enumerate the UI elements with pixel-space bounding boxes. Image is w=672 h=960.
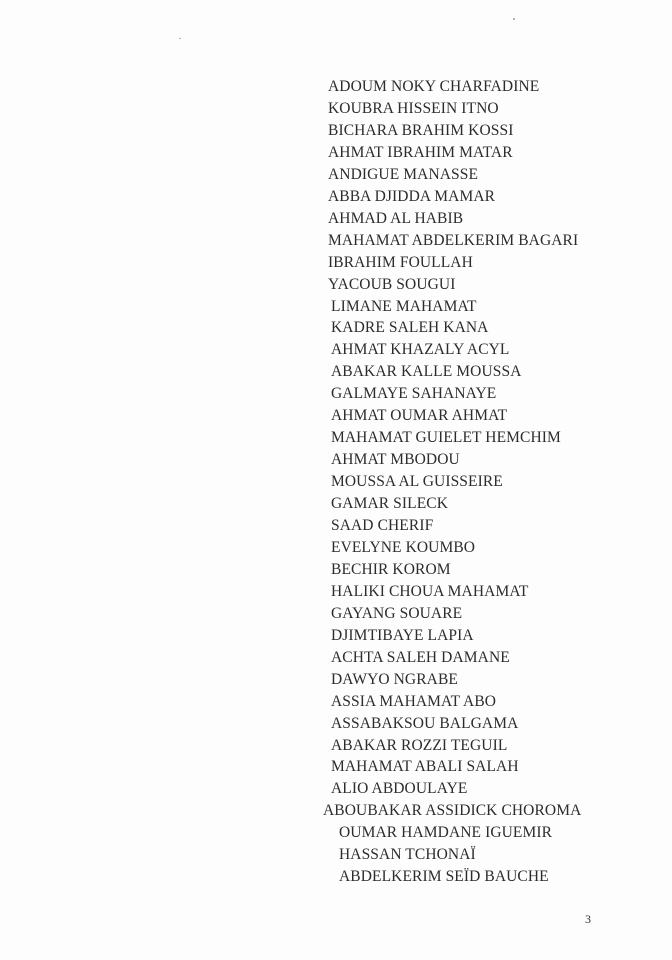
name-entry: GALMAYE SAHANAYE — [331, 385, 497, 403]
name-entry: IBRAHIM FOULLAH — [328, 253, 473, 271]
name-entry: SAAD CHERIF — [331, 517, 434, 534]
name-entry: DJIMTIBAYE LAPIA — [331, 626, 474, 644]
name-entry: ASSABAKSOU BALGAMA — [331, 714, 519, 732]
name-entry: AHMAT MBODOU — [331, 451, 460, 469]
name-entry: AHMAT IBRAHIM MATAR — [328, 143, 513, 161]
name-entry: ABBA DJIDDA MAMAR — [328, 187, 496, 205]
name-entry: ANDIGUE MANASSE — [328, 165, 479, 183]
name-entry: KOUBRA HISSEIN ITNO — [328, 99, 499, 117]
name-entry: ACHTA SALEH DAMANE — [331, 648, 510, 666]
name-entry: BICHARA BRAHIM KOSSI — [328, 121, 514, 139]
name-entry: ASSIA MAHAMAT ABO — [331, 692, 497, 710]
name-entry: ALIO ABDOULAYE — [331, 780, 468, 798]
name-entry: MAHAMAT ABDELKERIM BAGARI — [328, 231, 579, 249]
name-entry: ABOUBAKAR ASSIDICK CHOROMA — [323, 802, 582, 820]
name-entry: MOUSSA AL GUISSEIRE — [331, 473, 503, 491]
name-entry: HALIKI CHOUA MAHAMAT — [331, 582, 529, 600]
name-entry: YACOUB SOUGUI — [328, 275, 456, 293]
page-number: 3 — [585, 912, 591, 926]
name-entry: LIMANE MAHAMAT — [331, 297, 477, 315]
name-entry: ABAKAR ROZZI TEGUIL — [331, 736, 508, 754]
name-entry: KADRE SALEH KANA — [331, 319, 489, 337]
name-entry: OUMAR HAMDANE IGUEMIR — [339, 824, 553, 842]
name-entry: BECHIR KOROM — [331, 560, 451, 578]
name-entry: EVELYNE KOUMBO — [331, 538, 476, 556]
name-entry: GAMAR SILECK — [331, 495, 449, 513]
name-entry: MAHAMAT ABALI SALAH — [331, 758, 519, 776]
name-entry: AHMAT OUMAR AHMAT — [331, 407, 508, 425]
name-entry: ABAKAR KALLE MOUSSA — [331, 363, 522, 381]
name-entry: DAWYO NGRABE — [331, 670, 458, 688]
name-entry: AHMAD AL HABIB — [328, 209, 464, 227]
name-entry: ADOUM NOKY CHARFADINE — [328, 78, 540, 95]
name-entry: AHMAT KHAZALY ACYL — [331, 341, 510, 359]
name-entry: ABDELKERIM SEÏD BAUCHE — [339, 868, 549, 886]
name-entry: HASSAN TCHONAÏ — [339, 846, 476, 864]
name-entry: GAYANG SOUARE — [331, 604, 463, 622]
name-entry: MAHAMAT GUIELET HEMCHIM — [331, 429, 561, 447]
